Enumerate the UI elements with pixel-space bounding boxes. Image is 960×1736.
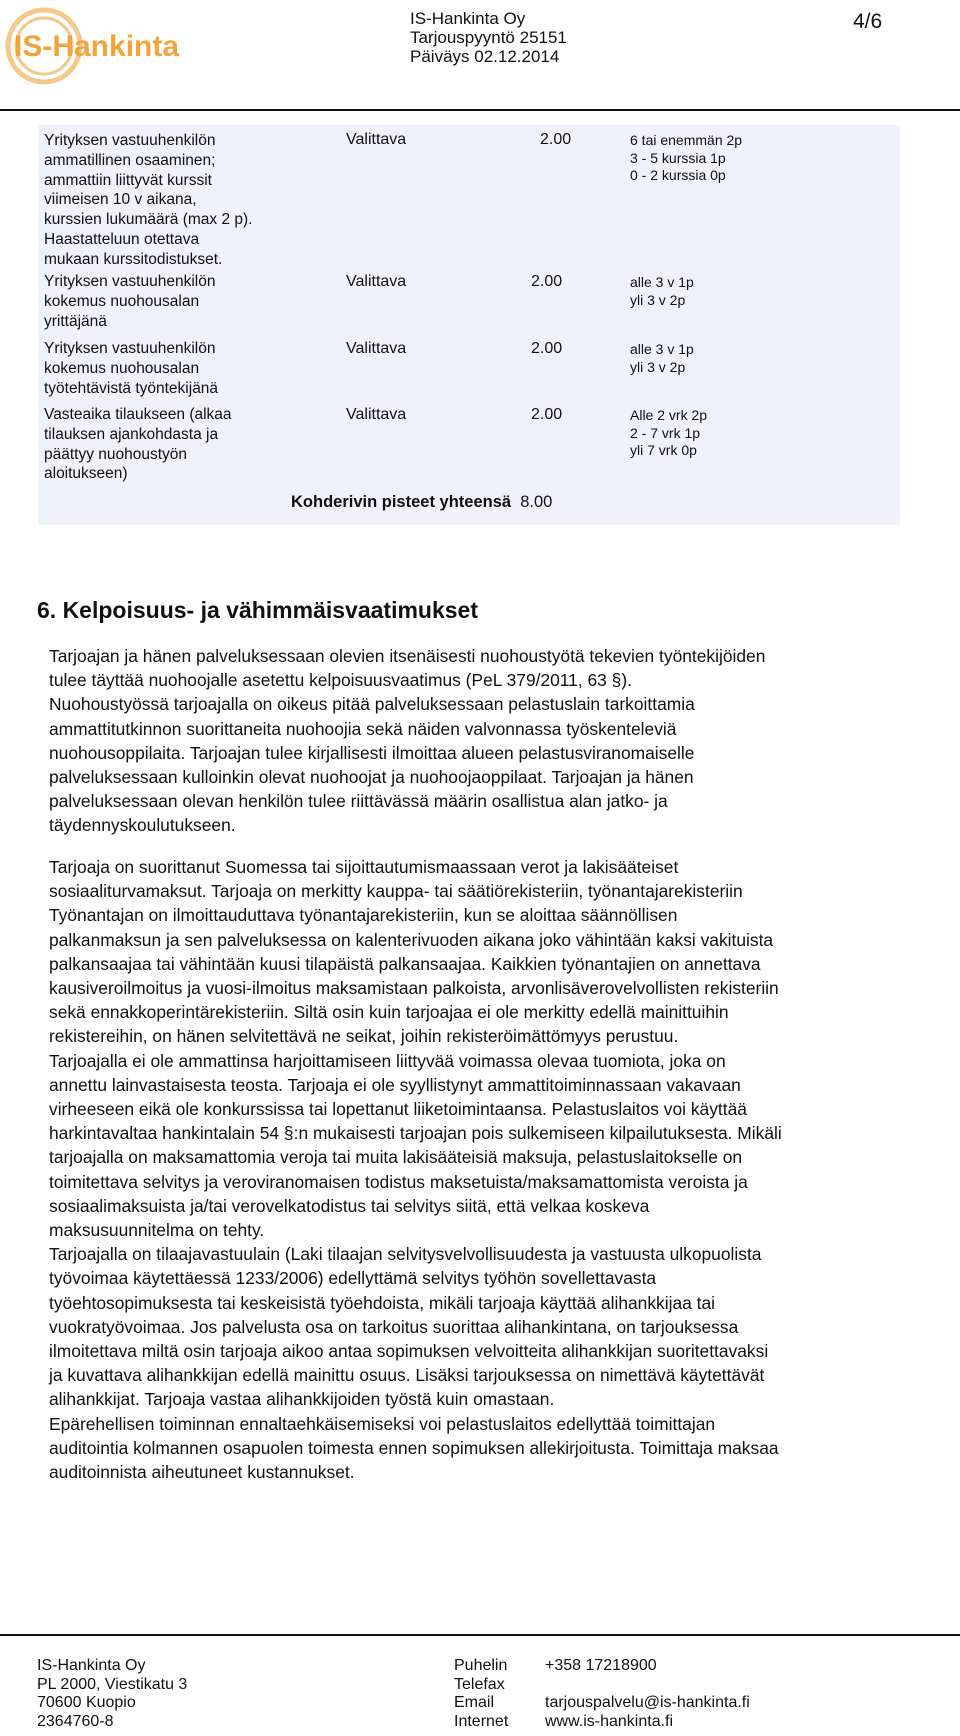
paragraph-line: sosiaalimaksuista ja/tai verovelkatodistus tai selvitys siitä, että velkaa koskeva bbox=[49, 1195, 650, 1216]
footer-contact-values bbox=[545, 1657, 750, 1731]
scoring-line: alle 3 v 1p bbox=[630, 274, 694, 290]
scoring-line: 2 - 7 vrk 1p bbox=[630, 424, 701, 441]
paragraph-line: maksusuunnitelma on tehty. bbox=[49, 1220, 265, 1241]
footer-label-email: Email bbox=[454, 1694, 495, 1711]
criterion-label bbox=[44, 131, 274, 270]
paragraph-line: palkansaajaa tai vähintään kuusi tilapäistä palkansaajaa. Kaikkien työnantajien on annettava bbox=[49, 953, 761, 974]
scoring-line: 6 tai enemmän 2p bbox=[630, 132, 743, 148]
footer-address bbox=[37, 1657, 187, 1731]
footer-divider bbox=[0, 1634, 960, 1636]
criterion-scoring bbox=[630, 274, 694, 309]
paragraph-line: ammattitutkinnon suorittaneita nuohoojia sekä näiden valvonnassa työskenteleviä bbox=[49, 718, 677, 739]
paragraph-line: ilmoitettava miltä osin tarjoaja aikoo antaa sopimuksen velvoitteita alihankkijan suoritettavaksi bbox=[49, 1341, 769, 1362]
footer-label-internet: Internet bbox=[454, 1712, 509, 1730]
paragraph-line: virheeseen eikä ole konkurssissa tai lopettanut liiketoimintaansa. Pelastuslaitos voi käyttää bbox=[49, 1099, 747, 1120]
section-title: 6. Kelpoisuus- ja vähimmäisvaatimukset bbox=[37, 597, 479, 623]
criterion-label-line: päättyy nuohoustyön bbox=[44, 445, 188, 463]
footer-city: 70600 Kuopio bbox=[37, 1694, 136, 1711]
total-points-label: Kohderivin pisteet yhteensä bbox=[291, 493, 512, 511]
paragraph-line: Epärehellisen toiminnan ennaltaehkäisemiseksi voi pelastuslaitos edellyttää toimittajan bbox=[49, 1413, 716, 1434]
criterion-label-line: Vasteaika tilaukseen (alkaa bbox=[44, 406, 232, 423]
scoring-line: 3 - 5 kurssia 1p bbox=[630, 149, 726, 166]
criterion-selector: Valittava bbox=[346, 340, 407, 357]
criterion-label-line: Yrityksen vastuuhenkilön bbox=[44, 340, 216, 357]
logo-text: IS-Hankinta bbox=[14, 30, 180, 63]
paragraph-line: palveluksessaan olevan henkilön tulee riittävässä määrin osallistua alan jatko- ja bbox=[49, 791, 668, 812]
criterion-scoring bbox=[630, 132, 742, 185]
paragraph-line: palveluksessaan kulloinkin olevat nuohoojat ja nuohoojaoppilaat. Tarjoajan ja hänen bbox=[49, 767, 694, 788]
criterion-scoring bbox=[630, 407, 707, 460]
header-company: IS-Hankinta Oy bbox=[410, 9, 526, 28]
paragraph-line: auditoinnista aiheutuneet kustannukset. bbox=[49, 1462, 355, 1483]
paragraph-line: harkintavaltaa hankintalain 54 §:n mukaisesti tarjoajan pois sulkemiseen kilpailutuksesta. Mikäli bbox=[49, 1123, 782, 1144]
criterion-selector: Valittava bbox=[346, 273, 407, 290]
criterion-max-points: 2.00 bbox=[540, 131, 572, 148]
criterion-max-points: 2.00 bbox=[531, 340, 563, 357]
paragraph-line: Tarjoaja on suorittanut Suomessa tai sijoittautumismaassaan verot ja lakisääteiset bbox=[49, 857, 679, 877]
criterion-selector: Valittava bbox=[346, 131, 407, 148]
paragraph-line: työehtosopimuksesta tai keskeisistä työehdoista, mikäli tarjoaja käyttää alihankkijaa tai bbox=[49, 1292, 716, 1313]
paragraph-line: alihankkijat. Tarjoaja vastaa alihankkijoiden työstä kuin omastaan. bbox=[49, 1389, 555, 1410]
company-logo bbox=[4, 4, 184, 88]
paragraph-line: tarjoajalla on maksamattomia veroja tai muita lakisääteisiä maksuja, pelastuslaitokselle on bbox=[49, 1147, 743, 1168]
paragraph-line: Työnantajan on ilmoittauduttava työnantajarekisteriin, kun se aloittaa säännöllisen bbox=[49, 905, 678, 926]
paragraph-line: sekä ennakkoperintärekisteriin. Siltä osin kuin tarjoajaa ei ole merkitty edellä mainittuihin bbox=[49, 1002, 729, 1023]
scoring-line: yli 3 v 2p bbox=[630, 291, 686, 308]
footer-telefax bbox=[545, 1676, 750, 1695]
criterion-label bbox=[44, 272, 274, 331]
criterion-max-points: 2.00 bbox=[531, 273, 563, 290]
scoring-line: yli 7 vrk 0p bbox=[630, 442, 697, 459]
paragraph-line: toimitettava selvitys ja veroviranomaisen todistus maksetuista/maksamattomista veroista ja bbox=[49, 1171, 748, 1192]
scoring-line: 0 - 2 kurssia 0p bbox=[630, 167, 726, 184]
footer-company: IS-Hankinta Oy bbox=[37, 1657, 146, 1674]
criterion-max-points: 2.00 bbox=[531, 406, 563, 423]
total-points-value: 8.00 bbox=[520, 493, 553, 511]
footer-contact-labels bbox=[454, 1657, 508, 1731]
criterion-label-line: tilauksen ajankohdasta ja bbox=[44, 425, 219, 443]
criterion-label-line: työtehtävistä työntekijänä bbox=[44, 379, 219, 397]
paragraph-line: annettu lainvastaisesta teosta. Tarjoaja ei ole syyllistynyt ammattitoiminnassaan vakavaan bbox=[49, 1074, 741, 1095]
footer-website-link[interactable]: www.is-hankinta.fi bbox=[545, 1712, 674, 1730]
criterion-label-line: ammatillinen osaaminen; bbox=[44, 151, 216, 169]
footer-label-phone: Puhelin bbox=[454, 1657, 508, 1674]
paragraph-line: vuokratyövoimaa. Jos palvelusta osa on tarkoitus suorittaa alihankintana, on tarjouksessa bbox=[49, 1316, 739, 1337]
total-points-row bbox=[291, 493, 552, 512]
criterion-label-line: ammattiin liittyvät kurssit bbox=[44, 171, 212, 189]
criterion-label-line: kokemus nuohousalan bbox=[44, 292, 200, 310]
footer-street: PL 2000, Viestikatu 3 bbox=[37, 1675, 188, 1693]
header-company-block bbox=[410, 9, 567, 66]
paragraph-line: tulee täyttää nuohoojalle asetettu kelpoisuusvaatimus (PeL 379/2011, 63 §). bbox=[49, 670, 632, 691]
criterion-selector: Valittava bbox=[346, 406, 407, 423]
scoring-line: Alle 2 vrk 2p bbox=[630, 407, 708, 423]
header-date: Päiväys 02.12.2014 bbox=[410, 47, 560, 66]
paragraph-line: nuohousoppilaita. Tarjoajan tulee kirjallisesti ilmoittaa alueen pelastusviranomaiselle bbox=[49, 742, 695, 763]
paragraph-line: työvoimaa käytettäessä 1233/2006) edellyttämä selvitys työhön sovellettavasta bbox=[49, 1268, 657, 1289]
paragraph-line: ja kuvattava alihankkijan edellä mainittu osuus. Lisäksi tarjouksessa on nimettävä käytettävät bbox=[49, 1365, 765, 1386]
criterion-scoring bbox=[630, 341, 694, 376]
section-paragraph-1 bbox=[49, 644, 935, 838]
paragraph-line: palkanmaksun ja sen palveluksessa on kalenterivuoden aikana joko vähintään kaksi vakituista bbox=[49, 929, 774, 950]
paragraph-line: Tarjoajan ja hänen palveluksessaan olevien itsenäisesti nuohoustyötä tekevien työntekijöiden bbox=[49, 646, 766, 666]
footer-email-link[interactable]: tarjouspalvelu@is-hankinta.fi bbox=[545, 1694, 750, 1711]
criterion-label-line: Yrityksen vastuuhenkilön bbox=[44, 273, 216, 290]
header-request: Tarjouspyyntö 25151 bbox=[410, 28, 567, 47]
criterion-label-line: kokemus nuohousalan bbox=[44, 359, 200, 377]
criterion-label-line: aloitukseen) bbox=[44, 465, 128, 483]
header-divider bbox=[0, 109, 960, 111]
criterion-label-line: Yrityksen vastuuhenkilön bbox=[44, 132, 216, 149]
paragraph-line: Tarjoajalla ei ole ammattinsa harjoittamiseen liittyvää voimassa olevaa tuomiota, joka on bbox=[49, 1050, 726, 1071]
footer-phone: +358 17218900 bbox=[545, 1657, 657, 1674]
paragraph-line: Tarjoajalla on tilaajavastuulain (Laki tilaajan selvitysvelvollisuudesta ja vastuusta ulkopuolista bbox=[49, 1244, 762, 1265]
paragraph-line: rekistereihin, on hänen selvitettävä ne seikat, joihin rekisteröimättömyys perustuu. bbox=[49, 1026, 679, 1047]
footer-label-telefax: Telefax bbox=[454, 1675, 505, 1693]
paragraph-line: kausiveroilmoitus ja vuosi-ilmoitus maksamistaan palkoista, arvonlisäverovelvollisten rekisteriin bbox=[49, 978, 779, 999]
criterion-label-line: Haastatteluun otettava bbox=[44, 230, 200, 248]
criterion-label-line: yrittäjänä bbox=[44, 312, 107, 330]
paragraph-line: täydennyskoulutukseen. bbox=[49, 815, 236, 836]
criterion-label bbox=[44, 405, 274, 484]
scoring-line: alle 3 v 1p bbox=[630, 341, 694, 357]
page-number: 4/6 bbox=[853, 10, 883, 33]
paragraph-line: Nuohoustyössä tarjoajalla on oikeus pitää palveluksessaan pelastuslain tarkoittamia bbox=[49, 694, 695, 715]
section-paragraph-2 bbox=[49, 855, 935, 1484]
scoring-line: yli 3 v 2p bbox=[630, 358, 686, 375]
criterion-label-line: kurssien lukumäärä (max 2 p). bbox=[44, 211, 253, 229]
paragraph-line: auditointia kolmannen osapuolen toimesta ennen sopimuksen allekirjoitusta. Toimittaja maksaa bbox=[49, 1437, 779, 1458]
criterion-label-line: viimeisen 10 v aikana, bbox=[44, 191, 197, 209]
criterion-label-line: mukaan kurssitodistukset. bbox=[44, 250, 223, 268]
criterion-label bbox=[44, 339, 274, 398]
footer-business-id: 2364760-8 bbox=[37, 1712, 114, 1730]
paragraph-line: sosiaaliturvamaksut. Tarjoaja on merkitty kauppa- tai säätiörekisteriin, työnantajarekisteriin bbox=[49, 881, 743, 902]
